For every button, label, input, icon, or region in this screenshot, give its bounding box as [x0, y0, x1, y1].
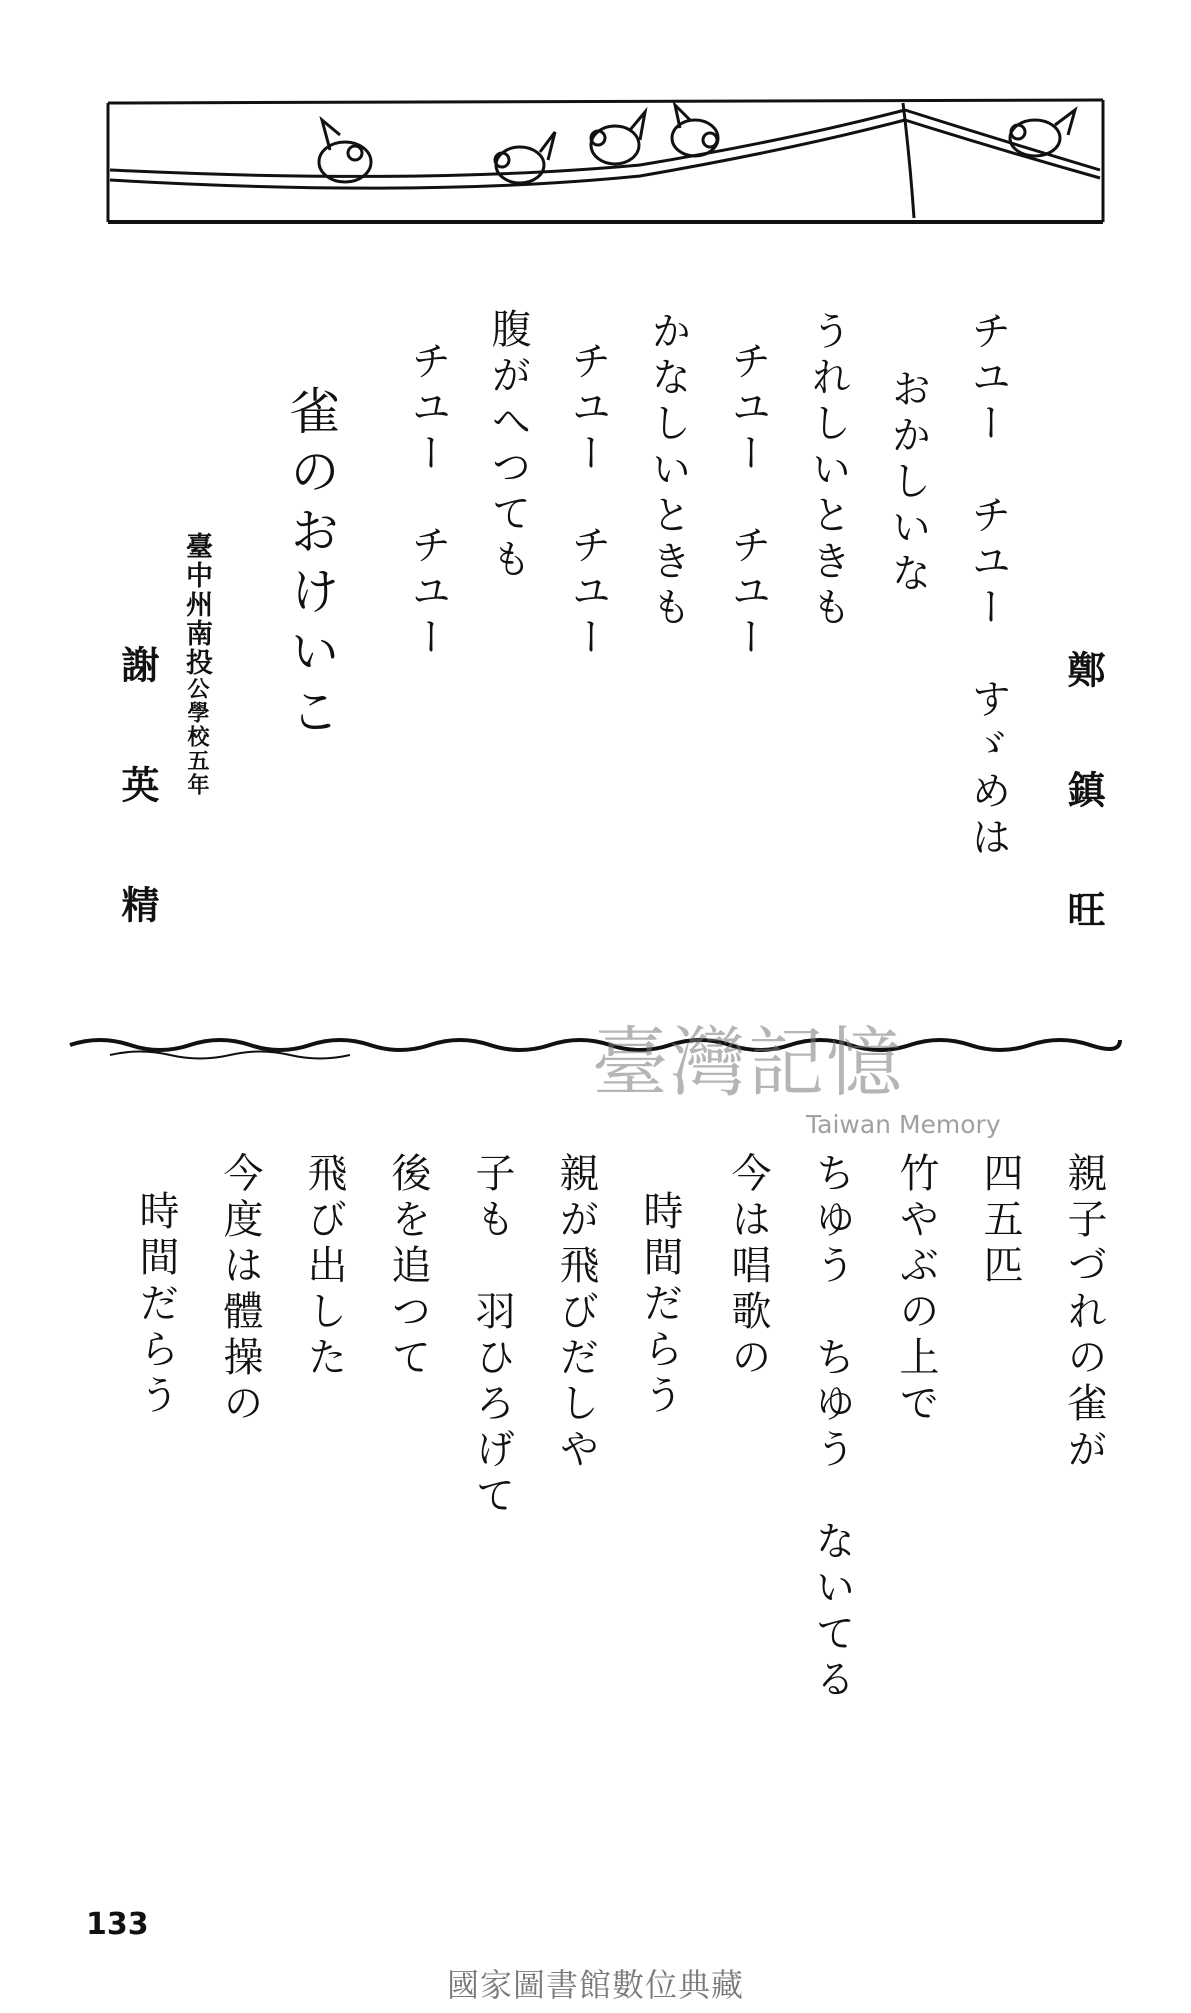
- sparrow-1: [319, 120, 371, 182]
- poem1-line-5: かなしいときも: [645, 310, 691, 632]
- sparrow-5: [1010, 110, 1075, 156]
- poem2-author: 謝英精: [115, 645, 159, 1005]
- poem2-line-12: 時間だらう: [133, 1190, 179, 1420]
- poem1-line-6: チユー チユー: [565, 340, 611, 662]
- sparrow-3: [591, 112, 645, 164]
- poem2-line-3: 竹やぶの上で: [893, 1152, 939, 1428]
- poem2-line-1: 親子づれの雀が: [1061, 1152, 1107, 1474]
- poem2-line-8: 子も 羽ひろげて: [469, 1152, 515, 1520]
- poem1-line-2: おかしいな: [885, 368, 931, 598]
- poem2-line-10: 飛び出した: [301, 1152, 347, 1382]
- poem1-line-3: うれしいときも: [805, 310, 851, 632]
- poem1-line-7: 腹がへつても: [485, 308, 531, 584]
- poem1-line-8: チユー チユー: [405, 340, 451, 662]
- poem1-line-1: チユー チユー すゞめは: [965, 310, 1011, 862]
- sparrow-4: [672, 105, 718, 156]
- taiwan-memory-watermark: 臺灣記憶: [592, 1018, 904, 1107]
- taiwan-memory-watermark-en: Taiwan Memory: [806, 1110, 1001, 1139]
- school-grade: 公學校五年: [184, 677, 209, 797]
- poem2-line-4: ちゆう ちゆう ないてる: [809, 1152, 855, 1704]
- poem2-line-2: 四五匹: [977, 1152, 1023, 1290]
- poem2-line-9: 後を追つて: [385, 1152, 431, 1382]
- poem1-author: 鄭鎮旺: [1061, 650, 1105, 1010]
- school-name: 臺中州南投: [181, 532, 212, 677]
- poem2-line-7: 親が飛びだしや: [553, 1152, 599, 1474]
- poem2-line-6: 時間だらう: [637, 1190, 683, 1420]
- poem1-line-4: チユー チユー: [725, 340, 771, 662]
- poem2-school: [183, 532, 210, 797]
- poem2-line-11: 今度は體操の: [217, 1152, 263, 1428]
- poem2-title: 雀のおけいこ: [282, 385, 340, 745]
- poem2-line-5: 今は唱歌の: [725, 1152, 771, 1382]
- footer-credit: 國家圖書館數位典藏: [446, 1966, 744, 2004]
- sparrow-2: [495, 132, 555, 183]
- page-number: 133: [86, 1907, 149, 1942]
